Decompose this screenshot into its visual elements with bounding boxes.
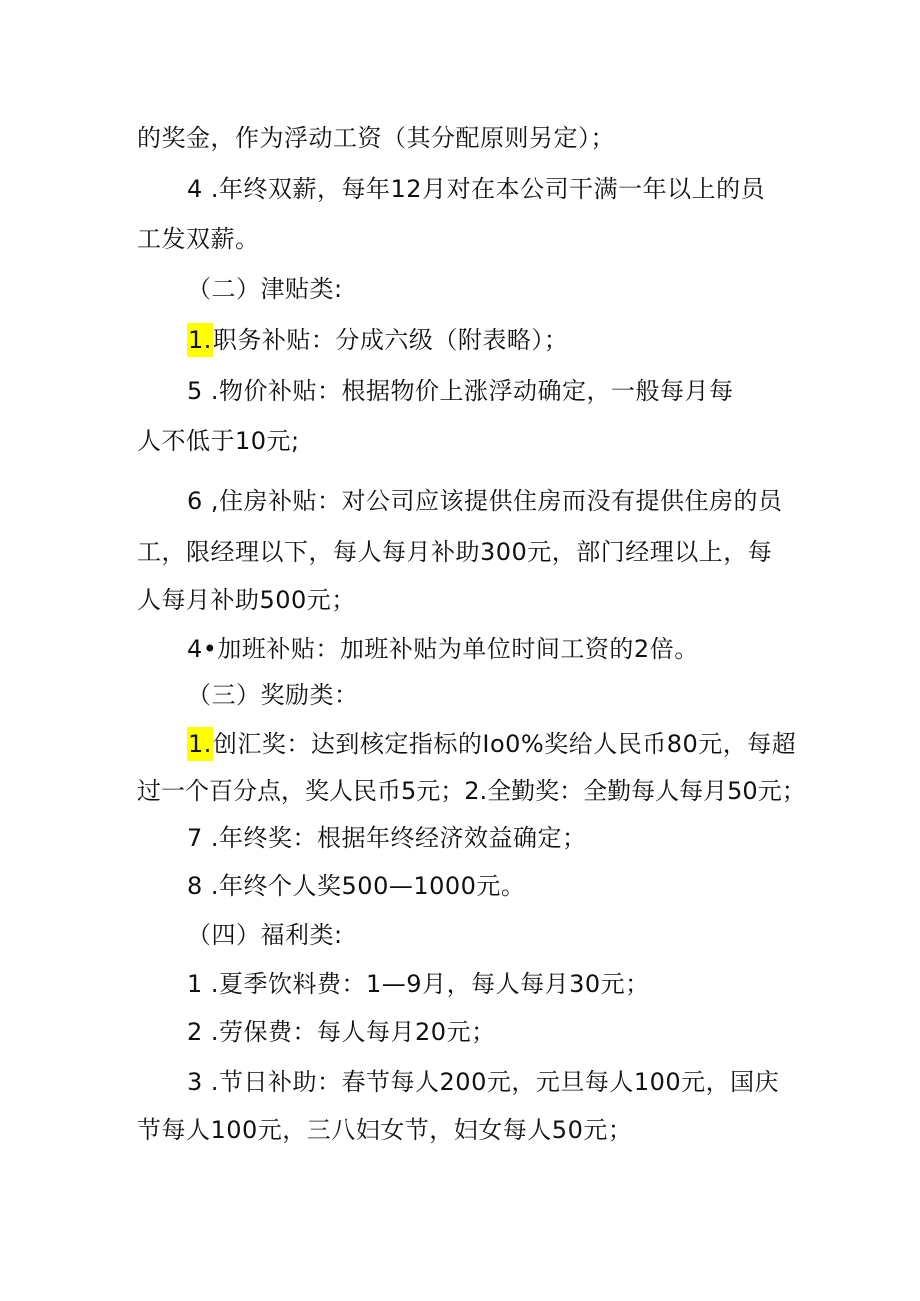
text-line-11: 4•加班补贴：加班补贴为单位时间工资的2倍。 — [187, 635, 699, 663]
text-line-1: 的奖金，作为浮动工资（其分配原则另定）； — [137, 124, 615, 152]
text-line-14: 过一个百分点，奖人民币5元；2.全勤奖：全勤每人每月50元； — [137, 777, 806, 805]
text-line-6: 5 .物价补贴：根据物价上涨浮动确定，一般每月每 — [187, 377, 734, 405]
text-line-7: 人不低于10元; — [137, 427, 300, 455]
text-line-9: 工，限经理以下，每人每月补助300元，部门经理以上，每 — [137, 538, 773, 566]
text-line-19: 2 .劳保费：每人每月20元； — [187, 1018, 496, 1046]
text-line-2: 4 .年终双薪，每年12月对在本公司干满一年以上的员 — [187, 175, 766, 203]
section-heading-welfare: （四）福利类: — [187, 921, 343, 949]
text-line-18: 1 .夏季饮料费：1—9月，每人每月30元； — [187, 970, 650, 998]
text-line-15: 7 .年终奖：根据年终经济效益确定； — [187, 824, 587, 852]
section-heading-allowances: （二）津贴类: — [187, 275, 343, 303]
text-line-21: 节每人100元，三八妇女节，妇女每人50元； — [137, 1116, 633, 1144]
text-line-20: 3 .节日补助：春节每人200元，元旦每人100元，国庆 — [187, 1068, 780, 1096]
text-line-8: 6 ,住房补贴：对公司应该提供住房而没有提供住房的员 — [187, 487, 783, 515]
text-line-5 — [187, 323, 568, 357]
highlight-mark: 1. — [187, 727, 213, 761]
text-line-13-body: 创汇奖：达到核定指标的Io0%奖给人民币80元，每超 — [212, 730, 797, 758]
highlight-mark: 1. — [187, 323, 213, 357]
text-line-3: 工发双薪。 — [137, 225, 260, 253]
text-line-5-body: 职务补贴：分成六级（附表略）； — [212, 326, 569, 354]
section-heading-rewards: （三）奖励类： — [187, 681, 359, 709]
text-line-13 — [187, 727, 796, 761]
text-line-16: 8 .年终个人奖500—1000元。 — [187, 872, 526, 900]
text-line-10: 人每月补助500元； — [137, 586, 356, 614]
